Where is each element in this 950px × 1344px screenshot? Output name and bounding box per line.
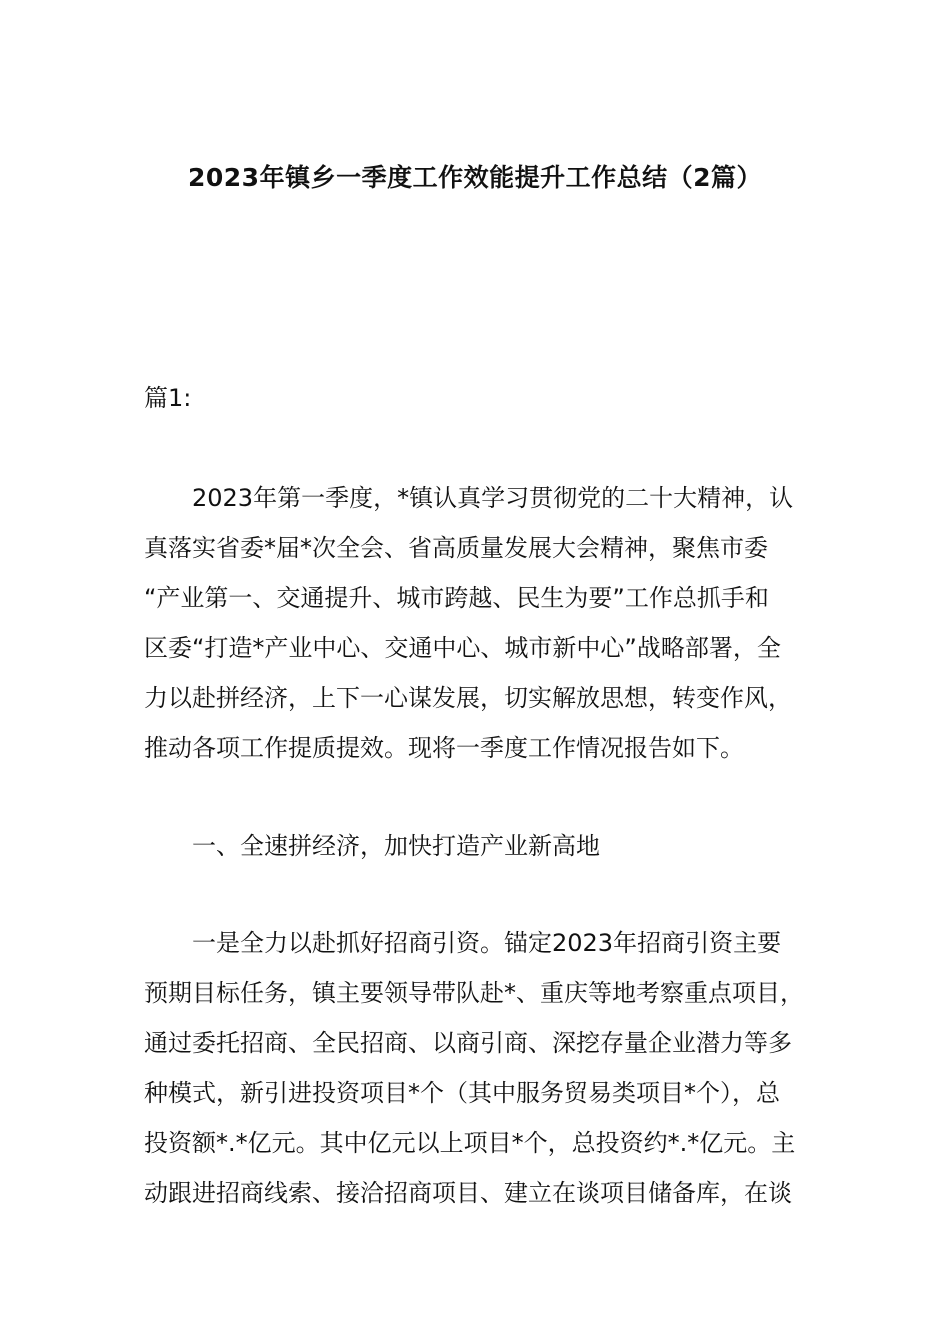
paragraph-line: 一是全力以赴抓好招商引资。锚定2023年招商引资主要 bbox=[144, 929, 782, 957]
paragraph-line: 推动各项工作提质提效。现将一季度工作情况报告如下。 bbox=[144, 734, 744, 762]
paragraph-line: 真落实省委*届*次全会、省高质量发展大会精神，聚焦市委 bbox=[144, 534, 768, 562]
part-label: 篇1: bbox=[144, 384, 192, 412]
paragraph-line: 预期目标任务，镇主要领导带队赴*、重庆等地考察重点项目， bbox=[144, 979, 804, 1007]
section-heading: 一、全速拼经济，加快打造产业新高地 bbox=[192, 832, 600, 860]
paragraph-line: 投资额*.*亿元。其中亿元以上项目*个，总投资约*.*亿元。主 bbox=[144, 1129, 796, 1157]
paragraph-line: 力以赴拼经济，上下一心谋发展，切实解放思想，转变作风， bbox=[144, 684, 792, 712]
paragraph-line: 种模式，新引进投资项目*个（其中服务贸易类项目*个），总 bbox=[144, 1079, 780, 1107]
document-title: 2023年镇乡一季度工作效能提升工作总结（2篇） bbox=[188, 163, 762, 192]
paragraph-line: 2023年第一季度，*镇认真学习贯彻党的二十大精神，认 bbox=[144, 484, 794, 512]
paragraph-line: 区委“打造*产业中心、交通中心、城市新中心”战略部署，全 bbox=[144, 634, 781, 662]
paragraph-line: “产业第一、交通提升、城市跨越、民生为要”工作总抓手和 bbox=[144, 584, 769, 612]
paragraph-investment bbox=[144, 918, 806, 1218]
paragraph-intro bbox=[144, 473, 806, 773]
paragraph-line: 通过委托招商、全民招商、以商引商、深挖存量企业潜力等多 bbox=[144, 1029, 792, 1057]
paragraph-line: 动跟进招商线索、接洽招商项目、建立在谈项目储备库，在谈 bbox=[144, 1179, 792, 1207]
